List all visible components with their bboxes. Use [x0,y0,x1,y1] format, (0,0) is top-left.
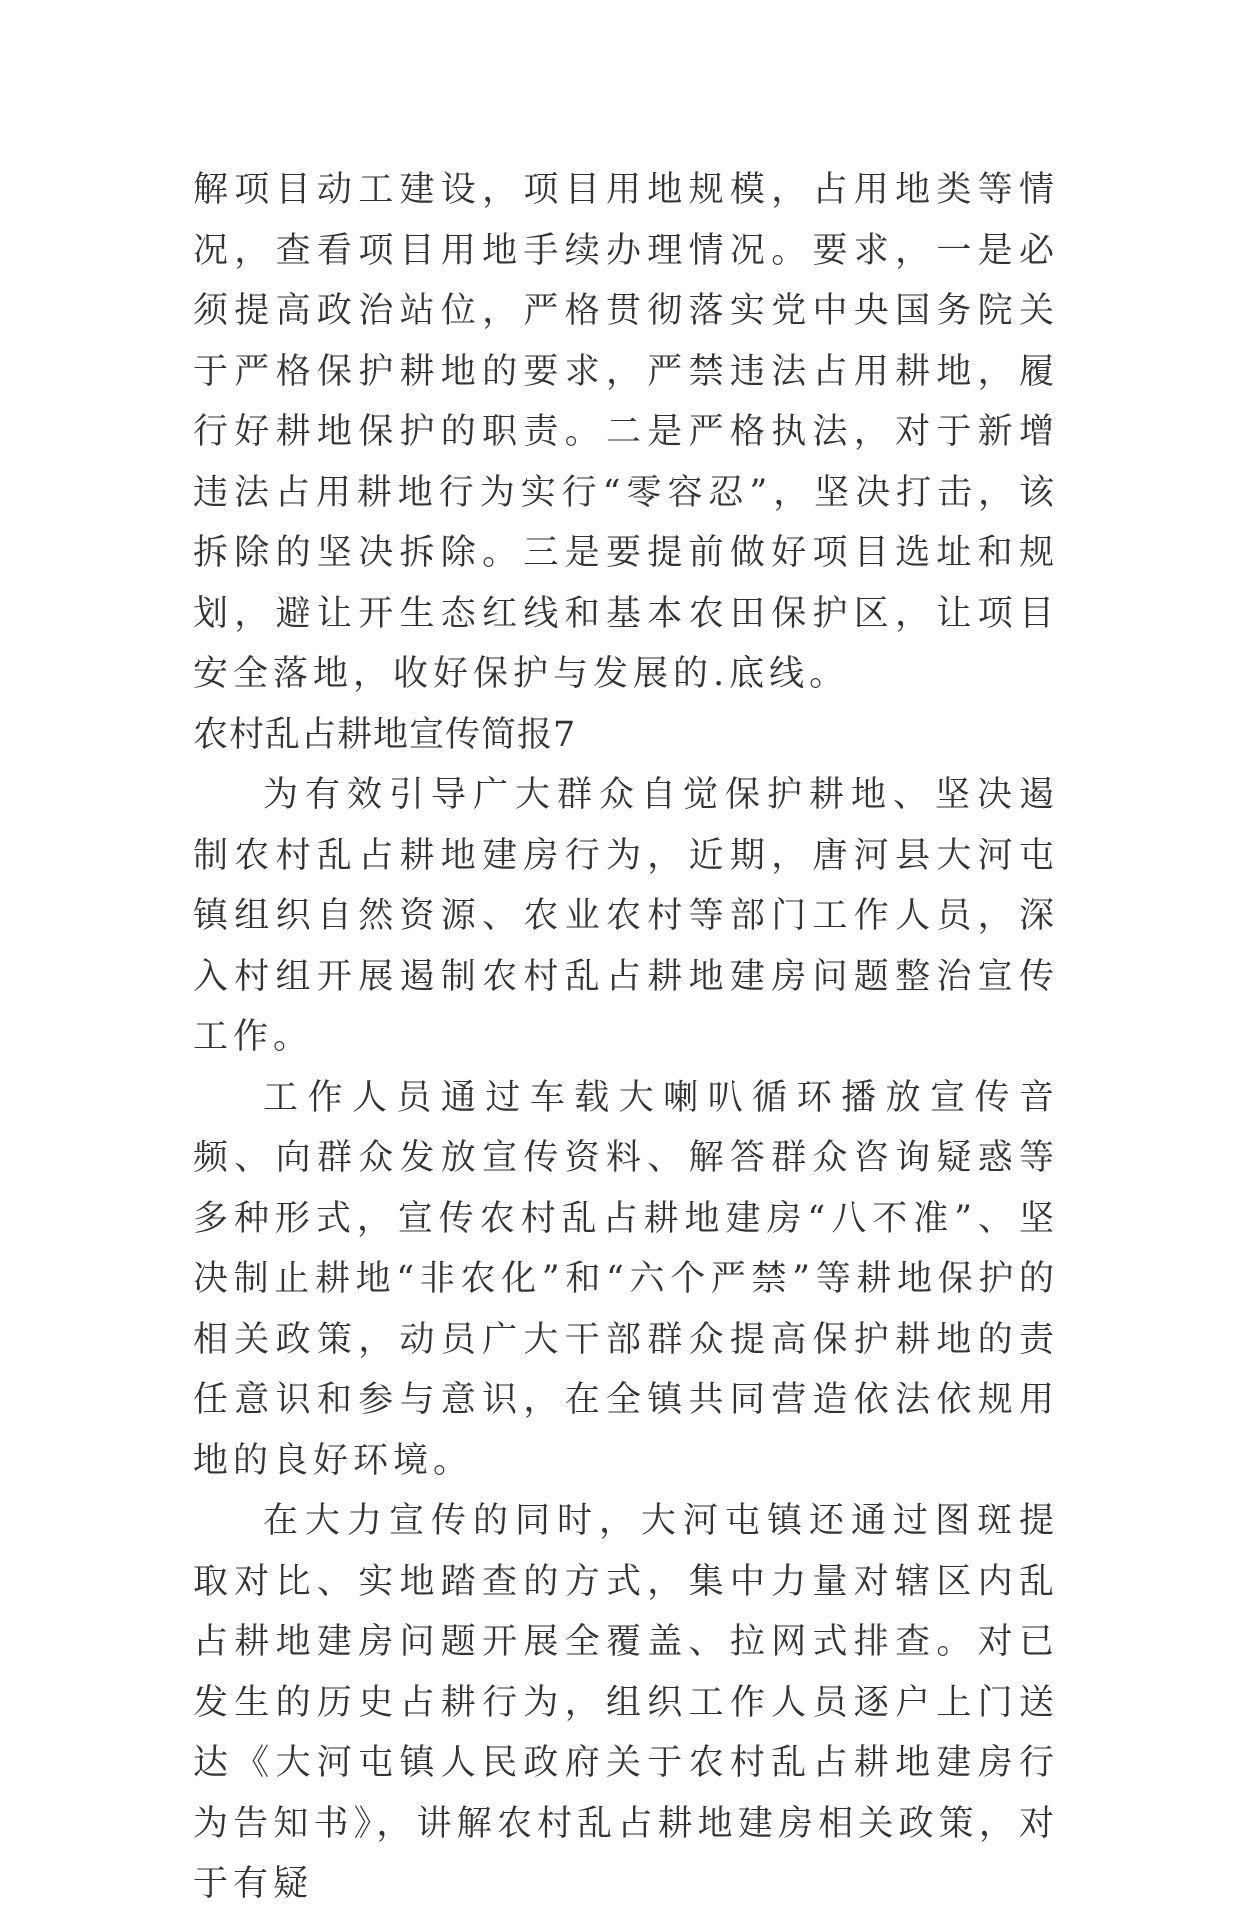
paragraph: 在大力宣传的同时，大河屯镇还通过图斑提取对比、实地踏查的方式，集中力量对辖区内乱占耕地建房问题开展全覆盖、拉网式排查。对已发生的历史占耕行为，组织工作人员逐户上门送达《大河屯镇人民政府关于农村乱占耕地建房行为告知书》，讲解农村乱占耕地建房相关政策，对于有疑 [193,1501,1059,1904]
section-heading: 农村乱占耕地宣传简报7 [193,714,577,755]
paragraph: 为有效引导广大群众自觉保护耕地、坚决遏制农村乱占耕地建房行为，近期，唐河县大河屯镇组织自然资源、农业农村等部门工作人员，深入村组开展遏制农村乱占耕地建房问题整治宣传工作。 [193,775,1059,1057]
paragraph: 工作人员通过车载大喇叭循环播放宣传音频、向群众发放宣传资料、解答群众咨询疑惑等多种形式，宣传农村乱占耕地建房“八不准”、坚决制止耕地“非农化”和“六个严禁”等耕地保护的相关政策，动员广大干部群众提高保护耕地的责任意识和参与意识，在全镇共同营造依法依规用地的良好环境。 [193,1077,1059,1481]
paragraph-continuation: 解项目动工建设，项目用地规模，占用地类等情况，查看项目用地手续办理情况。要求，一是必须提高政治站位，严格贯彻落实党中央国务院关于严格保护耕地的要求，严禁违法占用耕地，履行好耕地保护的职责。二是严格执法，对于新增违法占用耕地行为实行“零容忍”，坚决打击，该拆除的坚决拆除。三是要提前做好项目选址和规划，避让开生态红线和基本农田保护区，让项目安全落地，收好保护与发展的.底线。 [193,170,1059,694]
document-body [193,160,1059,1915]
